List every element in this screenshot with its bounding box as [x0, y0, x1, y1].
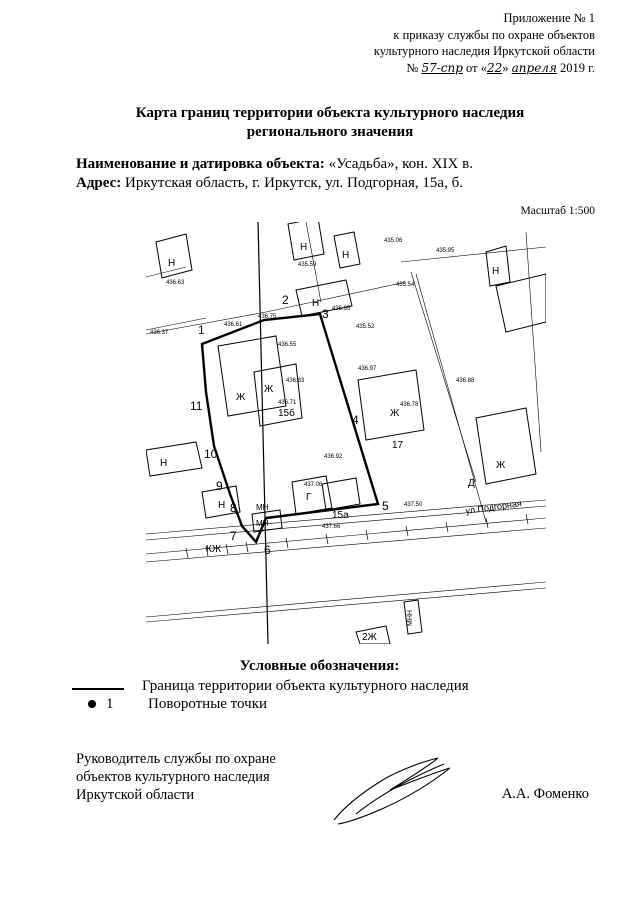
elevation-mark: 436.83 [286, 378, 305, 384]
signatory-line-2: объектов культурного наследия [76, 769, 270, 785]
building-letter: Ж [390, 408, 400, 419]
order-year: 2019 г. [560, 60, 595, 75]
turning-point-9: 9 [216, 479, 223, 493]
turning-point-10: 10 [204, 447, 218, 461]
elevation-mark: 437.66 [322, 524, 341, 530]
elevation-mark: 437.50 [404, 502, 423, 508]
order-date-prefix: от « [466, 60, 487, 75]
turning-point-8: 8 [230, 501, 237, 515]
elevation-mark: 435.95 [332, 306, 351, 312]
signatory-line-3: Иркутской области [76, 787, 195, 803]
turning-point-5: 5 [382, 499, 389, 513]
elevation-mark: 436.97 [358, 366, 377, 372]
object-info [76, 155, 473, 193]
building-letter: Ж [264, 384, 274, 395]
object-name-label: Наименование и датировка объекта: [76, 156, 325, 172]
object-name-value: «Усадьба», кон. XIX в. [328, 156, 473, 172]
signatory-line-1: Руководитель службы по охране [76, 751, 276, 767]
elevation-mark: 436.71 [278, 400, 297, 406]
building-letter: Ж [496, 460, 506, 471]
signatory-position [76, 750, 276, 804]
building-letter: Г [306, 492, 312, 503]
elevation-mark: 435.59 [298, 262, 317, 268]
title-line-1: Карта границ территории объекта культурного наследия [135, 105, 525, 121]
building-letter: Н [300, 242, 308, 253]
legend-boundary-label: Граница территории объекта культурного наследия [142, 678, 469, 694]
handwritten-signature [326, 750, 456, 830]
building-letter: Д [468, 478, 475, 489]
appendix-line-2: к приказу службы по охране объектов [393, 27, 595, 42]
legend-boundary-line [72, 688, 124, 690]
elevation-mark: 435.95 [436, 248, 455, 254]
elevation-mark: 436.37 [150, 330, 169, 336]
order-month: апреля [511, 60, 557, 75]
turning-point-2: 2 [282, 293, 289, 307]
object-address-row [76, 174, 473, 193]
legend-point-number: 1 [106, 696, 114, 712]
order-day: 22 [486, 60, 503, 75]
elevation-mark: 436.92 [324, 454, 343, 460]
legend-point-dot [88, 700, 96, 708]
building-letter: 2Ж [362, 632, 377, 643]
object-address-value: Иркутская область, г. Иркутск, ул. Подгорная, 15а, б. [125, 175, 463, 191]
building-letter: МН [256, 519, 269, 528]
signatory-name: А.А. Фоменко [501, 786, 589, 802]
legend-title: Условные обозначения: [239, 658, 400, 674]
lot-label-15b: 15б [278, 408, 295, 419]
turning-point-4: 4 [352, 413, 359, 427]
appendix-line-4 [295, 60, 595, 77]
elevation-mark: 436.61 [224, 322, 243, 328]
order-number: 57-спр [421, 60, 463, 75]
title-line-2: регионального значения [246, 124, 414, 140]
turning-point-1: 1 [198, 323, 205, 337]
building-letter: МНН [407, 610, 414, 626]
building-letter: Н [312, 298, 320, 309]
object-name-row [76, 155, 473, 174]
cadastral-map [146, 222, 546, 644]
object-address-label: Адрес: [76, 175, 122, 191]
building-letter: Н [218, 500, 226, 511]
elevation-mark: 437.06 [304, 482, 323, 488]
elevation-mark: 436.63 [166, 280, 185, 286]
building-letter: КЖ [206, 544, 222, 555]
turning-point-7: 7 [230, 529, 237, 543]
order-number-prefix: № [406, 60, 419, 75]
order-date-mid: » [502, 60, 509, 75]
elevation-mark: 436.78 [400, 402, 419, 408]
lot-label-15a: 15а [332, 510, 349, 521]
appendix-header [295, 10, 595, 76]
legend-point-label: Поворотные точки [148, 696, 268, 712]
building-letter: Ж [236, 392, 246, 403]
turning-point-11: 11 [190, 399, 203, 413]
building-letter: Н [492, 266, 500, 277]
elevation-mark: 435.52 [356, 324, 375, 330]
turning-point-3: 3 [322, 307, 329, 321]
appendix-line-1: Приложение № 1 [503, 11, 595, 25]
building-letter: Н [168, 258, 176, 269]
elevation-mark: 436.88 [456, 378, 475, 384]
document-title [60, 104, 600, 142]
building-letter: Н [342, 250, 350, 261]
building-letter: МН [256, 503, 269, 512]
lot-label-17: 17 [392, 440, 404, 451]
elevation-mark: 435.54 [396, 282, 415, 288]
building-letter: Н [160, 458, 168, 469]
elevation-mark: 436.55 [278, 342, 297, 348]
elevation-mark: 435.06 [384, 238, 403, 244]
elevation-mark: 436.75 [258, 314, 277, 320]
map-scale: Масштаб 1:500 [520, 205, 595, 217]
appendix-line-3: культурного наследия Иркутской области [373, 44, 595, 58]
turning-point-6: 6 [264, 543, 271, 557]
street-label: ул.Подгорная [464, 498, 523, 516]
